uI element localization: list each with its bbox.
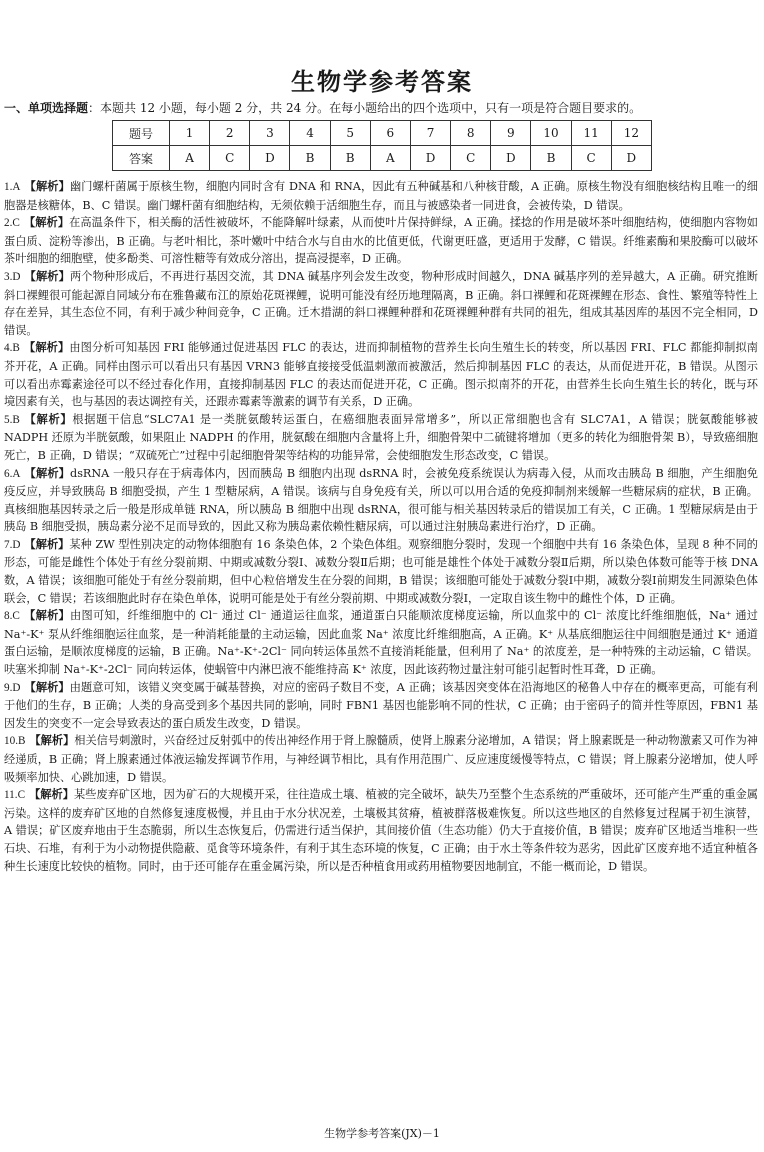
answer-cell: B bbox=[330, 146, 370, 171]
item-text: 由题意可知，该错义突变属于碱基替换，对应的密码子数目不变，A 正确；该基因突变体在沿海地区的秘鲁人中存在的概率更高，可能有利于他们的生存，B 正确；人类的身高受到多个基因共同的影响，同时 FBN1 基因也能影响不同的性状，C 正确；由于密码子的简并性等原因，FBN1 基因发生的突变不一定会导致表达的蛋白质发生改变，D 错误。 bbox=[4, 680, 758, 730]
list-item bbox=[4, 411, 758, 465]
analysis-tag: 【解析】 bbox=[23, 341, 70, 355]
answer-cell: D bbox=[410, 146, 450, 171]
answer-cell: A bbox=[370, 146, 410, 171]
item-text: 某种 ZW 型性别决定的动物体细胞有 16 条染色体，2 个染色体组。观察细胞分裂时，发现一个细胞中共有 16 条染色体，呈现 8 种不同的形态，可能是雌性个体处于有丝分裂前期、中期或减数分裂Ⅰ、减数分裂Ⅱ后期；也可能是雄性个体处于减数分裂Ⅱ后期，所以染色体数可能等于核 DNA 数，A 错误；该细胞可能处于有丝分裂前期，但中心粒倍增发生在分裂的间期，B 错误；该细胞可能处于减数分裂Ⅰ中期，减数分裂Ⅰ前期发生同源染色体联会，C 错误；若该细胞此时存在染色单体，说明可能是处于有丝分裂前期、中期或减数分裂Ⅰ，一定取自该生物中的雌性个体，D 正确。 bbox=[4, 537, 758, 605]
item-answer: C bbox=[12, 610, 20, 623]
item-answer: D bbox=[12, 270, 21, 283]
page-footer: 生物学参考答案(JX)－1 bbox=[324, 1127, 440, 1140]
question-number-cell: 10 bbox=[531, 121, 571, 146]
section-heading bbox=[4, 100, 760, 116]
analysis-tag: 【解析】 bbox=[23, 609, 71, 623]
item-number: 1. bbox=[4, 181, 13, 193]
list-item bbox=[4, 465, 758, 536]
question-number-cell: 8 bbox=[451, 121, 491, 146]
question-number-cell: 6 bbox=[370, 121, 410, 146]
list-item bbox=[4, 607, 758, 678]
analysis-tag: 【解析】 bbox=[23, 216, 70, 230]
item-number: 4. bbox=[4, 342, 13, 355]
answer-cell: C bbox=[210, 146, 250, 171]
answer-cell: D bbox=[611, 146, 651, 171]
question-number-cell: 2 bbox=[210, 121, 250, 146]
question-number-cell: 12 bbox=[611, 121, 651, 146]
item-text: dsRNA 一般只存在于病毒体内，因而胰岛 B 细胞内出现 dsRNA 时，会被免疫系统误认为病毒入侵，从而攻击胰岛 B 细胞，产生细胞免疫反应，并导致胰岛 B 细胞受损，产生 1 型糖尿病，A 错误。该病与自身免疫有关，所以可以用合适的免疫抑制剂来缓解一些糖尿病的症状，B 正确。真核细胞基因转录之后一般是形成单链 RNA，所以胰岛 B 细胞中出现 dsRNA，很可能与相关基因转录后的错误加工有关，C 正确。1 型糖尿病是由于胰岛 B 细胞受损，胰岛素分泌不足而导致的，因此又称为胰岛素依赖性糖尿病，可以通过注射胰岛素进行治疗，D 正确。 bbox=[4, 466, 758, 534]
item-number: 3. bbox=[4, 270, 13, 283]
number-row-header: 题号 bbox=[113, 121, 170, 146]
analysis-tag: 【解析】 bbox=[29, 734, 75, 748]
item-answer: B bbox=[12, 342, 20, 355]
answer-cell: D bbox=[491, 146, 531, 171]
analysis-tag: 【解析】 bbox=[29, 788, 74, 802]
list-item bbox=[4, 786, 758, 875]
item-text: 幽门螺杆菌属于原核生物，细胞内同时含有 DNA 和 RNA，因此有五种碱基和八种核苷酸，A 正确。原核生物没有细胞核结构且唯一的细胞器是核糖体，B、C 错误。幽门螺杆菌有细胞结构，无须依赖于活细胞生存，而且与被感染者一同进食，会被传染，D 错误。 bbox=[4, 180, 758, 212]
item-text: 某些废弃矿区地，因为矿石的大规模开采，往往造成土壤、植被的完全破坏，缺失乃至整个生态系统的严重破坏，还可能产生严重的重金属污染。这样的废弃矿区地的自然修复速度极慢，并且由于水分状况差，土壤极其贫瘠，植被群落极难恢复。所以这些地区的自然修复过程属于初生演替，A 错误；矿区废弃地由于生态脆弱，所以生态恢复后，仍需进行适当保护，其间接价值（生态功能）仍大于直接价值，B 错误；废弃矿区地适当堆积一些石块、石堆，有利于为小动物提供隐蔽、觅食等环境条件，有利于其生态环境的恢复，C 正确；由于水土等条件较为恶劣，因此矿区废弃地不适宜种植各种生长速度比较快的植物。同时，由于还可能存在重金属污染，所以是否种植食用或药用植物要因地制宜，不能一概而论，D 错误。 bbox=[4, 788, 758, 873]
explanation-list bbox=[4, 178, 758, 875]
question-number-cell: 7 bbox=[410, 121, 450, 146]
item-number: 5. bbox=[4, 413, 13, 426]
item-text: 由图可知，纤维细胞中的 Cl⁻ 通过 Cl⁻ 通道运往血浆，通道蛋白只能顺浓度梯度运输，所以血浆中的 Cl⁻ 浓度比纤维细胞低，Na⁺ 通过 Na⁺-K⁺ 泵从纤维细胞运往血浆，是一种消耗能量的主动运输，因此血浆 Na⁺ 浓度比纤维细胞高，A 正确。K⁺ 从基底细胞运往中间细胞是通过 K⁺ 通道蛋白运输，是顺浓度梯度的运输，B 正确。Na⁺-K⁺-2Cl⁻ 同向转运体虽然不直接消耗能量，但利用了 Na⁺ 的浓度差，是一种特殊的主动运输，C 错误。呋塞米抑制 Na⁺-K⁺-2Cl⁻ 同向转运体，使蜗管中内淋巴液不能维持高 K⁺ 浓度，因此该药物过量注射可能引起暂时性耳聋，D 正确。 bbox=[4, 609, 758, 677]
answer-cell: A bbox=[170, 146, 210, 171]
item-number: 6. bbox=[4, 467, 13, 480]
item-number: 8. bbox=[4, 610, 13, 623]
list-item bbox=[4, 268, 758, 339]
question-number-cell: 4 bbox=[290, 121, 330, 146]
item-text: 两个物种形成后，不再进行基因交流，其 DNA 碱基序列会发生改变，物种形成时间越久，DNA 碱基序列的差异越大，A 正确。研究推断斜口裸鲤很可能起源自同域分布在雅鲁藏布江的原始花斑裸鲤，说明可能没有经历地理隔离，B 正确。斜口裸鲤和花斑裸鲤在形态、食性、繁殖等特性上存在差异，其生态位不同，有利于减少种间竞争，C 正确。迁木措湖的斜口裸鲤种群和花斑裸鲤种群有共同的祖先，组成其基因库的基因不完全相同，D 错误。 bbox=[4, 269, 758, 337]
question-number-cell: 1 bbox=[170, 121, 210, 146]
item-answer: D bbox=[12, 681, 21, 694]
item-answer: A bbox=[12, 181, 21, 193]
item-number: 9. bbox=[4, 681, 13, 694]
analysis-tag: 【解析】 bbox=[24, 466, 71, 480]
answer-table-number-row bbox=[113, 121, 652, 146]
question-number-cell: 11 bbox=[571, 121, 611, 146]
item-text: 根据题干信息“SLC7A1 是一类胱氨酸转运蛋白，在癌细胞表面异常增多”，所以正常细胞也含有 SLC7A1，A 错误；胱氨酸能够被 NADPH 还原为半胱氨酸，如果阻止 NADPH 的作用，胱氨酸在细胞内含量将上升，细胞骨架中二硫键将增加（更多的转化为细胞骨架 B），导致癌细胞死亡，B 正确，D 错误；“双硫死亡”过程中引起细胞骨架等结构的功能异常，会使细胞发生形态改变，C 错误。 bbox=[4, 412, 758, 462]
item-text: 在高温条件下，相关酶的活性被破坏，不能降解叶绿素，从而使叶片保持鲜绿，A 正确。揉捻的作用是破坏茶叶细胞结构，使细胞内容物如蛋白质、淀粉等渗出，B 正确。与老叶相比，茶叶嫩叶中结合水与自由水的比值更低，代谢更旺盛，更适用于发酵，C 错误。纤维素酶和果胶酶可以破坏茶叶细胞的细胞壁，使多酚类、可溶性糖等有效成分溶出，提高浸提率，D 正确。 bbox=[4, 216, 758, 266]
answer-table-answer-row bbox=[113, 146, 652, 171]
analysis-tag: 【解析】 bbox=[24, 537, 70, 551]
list-item bbox=[4, 732, 758, 786]
item-number: 10. bbox=[4, 735, 18, 748]
item-number: 11. bbox=[4, 789, 18, 802]
item-text: 由图分析可知基因 FRI 能够通过促进基因 FLC 的表达，进而抑制植物的营养生长向生殖生长的转变，所以基因 FRI、FLC 都能抑制拟南芥开花，A 正确。同样由图示可以看出只有基因 VRN3 能够直接接受低温刺激而被激活，然后抑制基因 FLC 的表达，从而促进开花，B 错误。从图示可以看出赤霉素途径可以不经过春化作用，直接抑制基因 FLC 的表达而促进开花，C 正确。图示拟南芥的开花，由营养生长向生殖生长的转化，既与环境因素有关，也与基因的表达调控有关，还跟赤霉素等激素的调节有关系，D 正确。 bbox=[4, 341, 758, 409]
answer-cell: B bbox=[531, 146, 571, 171]
answer-cell: B bbox=[290, 146, 330, 171]
item-number: 7. bbox=[4, 538, 13, 551]
answer-cell: C bbox=[571, 146, 611, 171]
item-number: 2. bbox=[4, 217, 13, 230]
answer-row-header: 答案 bbox=[113, 146, 170, 171]
list-item bbox=[4, 339, 758, 410]
item-answer: C bbox=[17, 789, 26, 802]
item-answer: A bbox=[12, 467, 21, 480]
answer-cell: C bbox=[451, 146, 491, 171]
analysis-tag: 【解析】 bbox=[24, 180, 70, 193]
item-answer: C bbox=[12, 217, 20, 230]
question-number-cell: 9 bbox=[491, 121, 531, 146]
answer-cell: D bbox=[250, 146, 290, 171]
question-number-cell: 5 bbox=[330, 121, 370, 146]
list-item bbox=[4, 679, 758, 733]
item-answer: B bbox=[12, 413, 20, 426]
question-number-cell: 3 bbox=[250, 121, 290, 146]
analysis-tag: 【解析】 bbox=[23, 412, 73, 426]
section-label: 一、单项选择题 bbox=[4, 101, 89, 115]
section-description: ：本题共 12 小题，每小题 2 分，共 24 分。在每小题给出的四个选项中，只有一项是符合题目要求的。 bbox=[88, 101, 642, 115]
answer-table bbox=[112, 120, 652, 171]
list-item bbox=[4, 178, 758, 214]
item-answer: D bbox=[12, 538, 21, 551]
analysis-tag: 【解析】 bbox=[24, 269, 70, 283]
analysis-tag: 【解析】 bbox=[24, 680, 70, 694]
list-item bbox=[4, 214, 758, 268]
item-answer: B bbox=[17, 735, 26, 748]
page-title: 生物学参考答案 bbox=[291, 68, 473, 96]
item-text: 相关信号刺激时，兴奋经过反射弧中的传出神经作用于肾上腺髓质，使肾上腺素分泌增加，A 错误；肾上腺素既是一种动物激素又可作为神经递质，B 正确；肾上腺素通过体液运输发挥调节作用，与神经调节相比，具有作用范围广、反应速度缓慢等特点，C 错误；肾上腺素分泌增加，使人呼吸频率加快、心跳加速，D 错误。 bbox=[4, 734, 758, 784]
list-item bbox=[4, 536, 758, 607]
